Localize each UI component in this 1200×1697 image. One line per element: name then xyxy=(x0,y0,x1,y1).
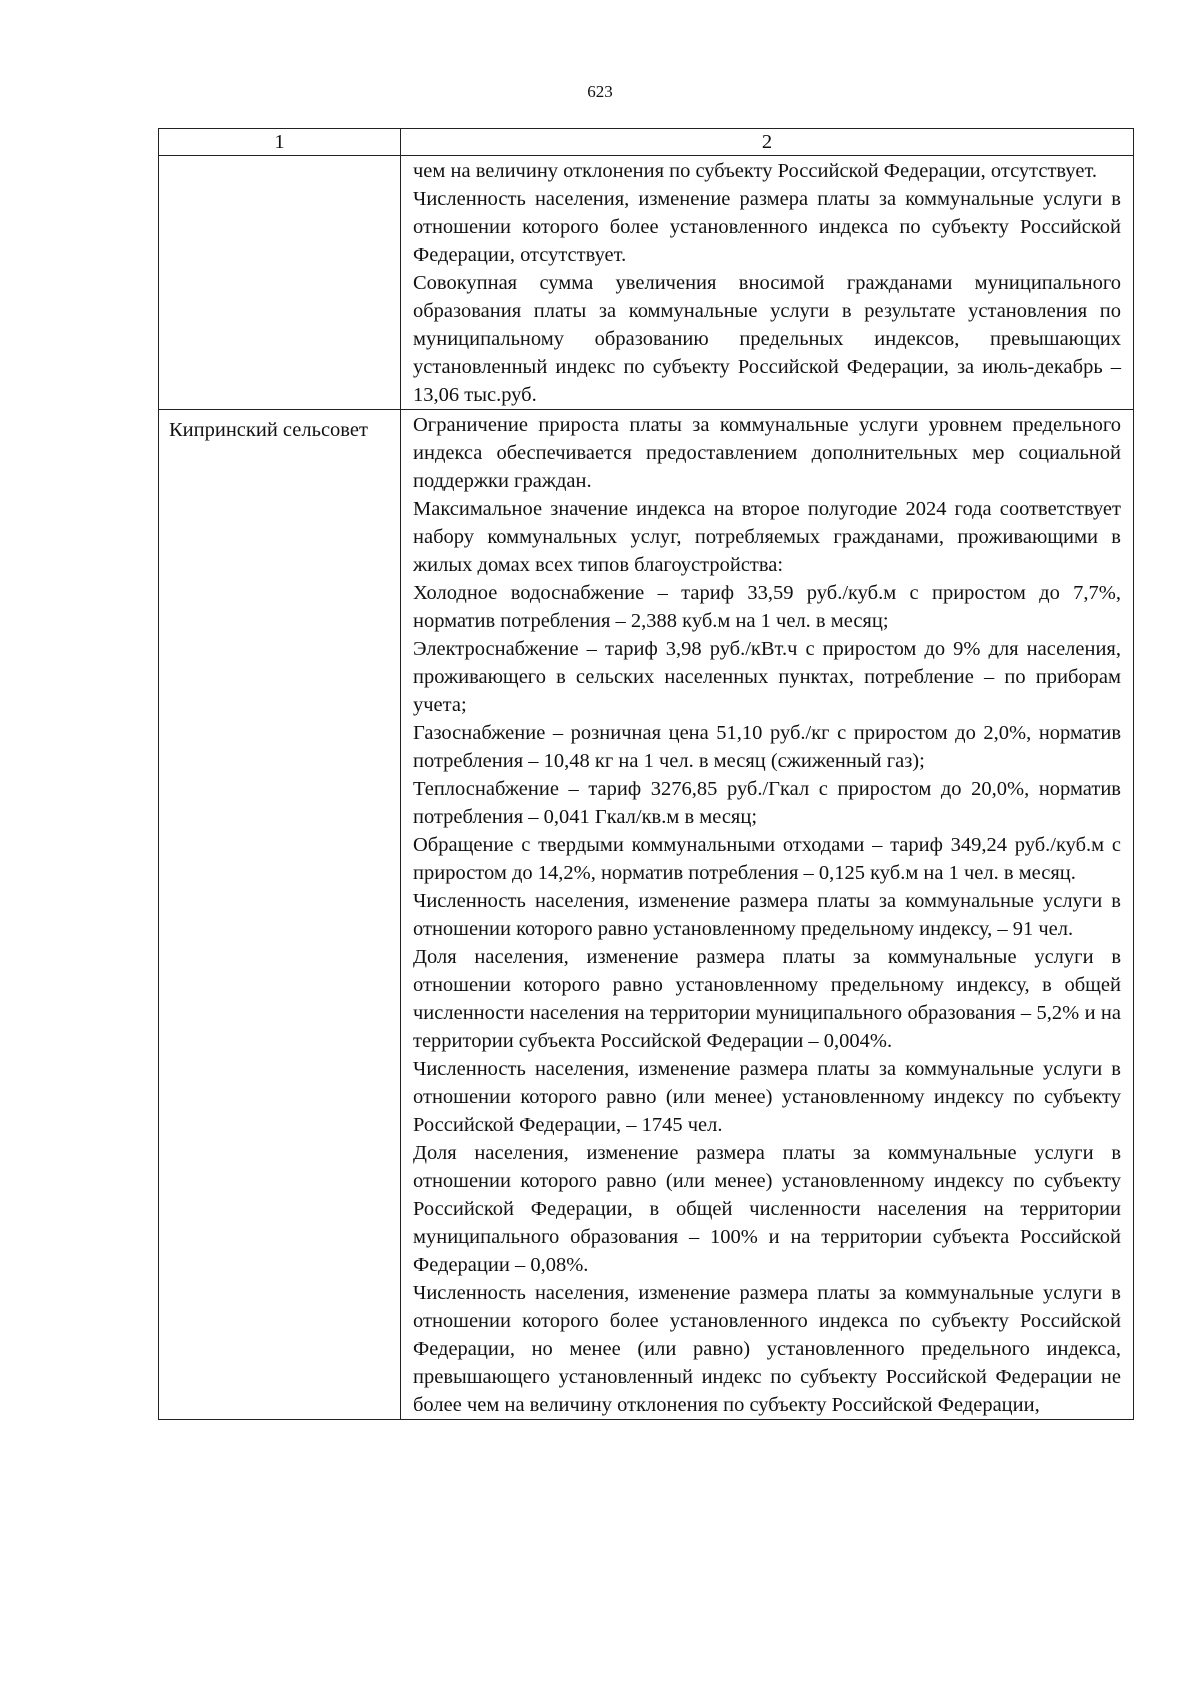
table-row xyxy=(159,156,1134,410)
paragraph: Численность населения, изменение размера платы за коммунальные услуги в отношении которого более установленного индекса по субъекту Российской Федерации, отсутствует. xyxy=(413,188,1121,266)
paragraph: чем на величину отклонения по субъекту Российской Федерации, отсутствует. xyxy=(413,160,1098,182)
description-cell xyxy=(401,410,1134,1420)
paragraph: Доля населения, изменение размера платы за коммунальные услуги в отношении которого равно (или менее) установленному индексу по субъекту Российской Федерации, в общей численности населения на территории муниципального образования – 100% и на территории субъекта Российской Федерации – 0,08%. xyxy=(413,1142,1121,1276)
paragraph: Газоснабжение – розничная цена 51,10 руб./кг с приростом до 2,0%, норматив потребления – 10,48 кг на 1 чел. в месяц (сжиженный газ); xyxy=(413,722,1121,772)
description-cell xyxy=(401,156,1134,410)
paragraph: Численность населения, изменение размера платы за коммунальные услуги в отношении которого равно установленному предельному индексу, – 91 чел. xyxy=(413,890,1121,940)
paragraph: Численность населения, изменение размера платы за коммунальные услуги в отношении которого равно (или менее) установленному индексу по субъекту Российской Федерации, – 1745 чел. xyxy=(413,1058,1121,1136)
paragraph: Электроснабжение – тариф 3,98 руб./кВт.ч с приростом до 9% для населения, проживающего в сельских населенных пунктах, потребление – по приборам учета; xyxy=(413,638,1121,716)
paragraph: Теплоснабжение – тариф 3276,85 руб./Гкал с приростом до 20,0%, норматив потребления – 0,041 Гкал/кв.м в месяц; xyxy=(413,778,1121,828)
paragraph: Обращение с твердыми коммунальными отходами – тариф 349,24 руб./куб.м с приростом до 14,2%, норматив потребления – 0,125 куб.м на 1 чел. в месяц. xyxy=(413,834,1121,884)
paragraph: Максимальное значение индекса на второе полугодие 2024 года соответствует набору коммунальных услуг, потребляемых гражданами, проживающими в жилых домах всех типов благоустройства: xyxy=(413,498,1121,576)
paragraph: Численность населения, изменение размера платы за коммунальные услуги в отношении которого более установленного индекса по субъекту Российской Федерации, но менее (или равно) установленного предельного индекса, превышающего установленный индекс по субъекту Российской Федерации не более чем на величину отклонения по субъекту Российской Федерации, xyxy=(413,1282,1121,1416)
paragraph: Совокупная сумма увеличения вносимой гражданами муниципального образования платы за коммунальные услуги в результате установления по муниципальному образованию предельных индексов, превышающих установленный индекс по субъекту Российской Федерации, за июль-декабрь – 13,06 тыс.руб. xyxy=(413,272,1121,406)
column-header-1: 1 xyxy=(159,129,401,156)
data-table xyxy=(158,128,1134,1420)
page-number: 623 xyxy=(587,82,613,101)
municipality-name-cell xyxy=(159,156,401,410)
paragraph: Ограничение прироста платы за коммунальные услуги уровнем предельного индекса обеспечивается предоставлением дополнительных мер социальной поддержки граждан. xyxy=(413,414,1121,492)
municipality-name-cell: Кипринский сельсовет xyxy=(159,410,401,1420)
table-header-row xyxy=(159,129,1134,156)
table-row xyxy=(159,410,1134,1420)
paragraph: Доля населения, изменение размера платы за коммунальные услуги в отношении которого равно установленному предельному индексу, в общей численности населения на территории муниципального образования – 5,2% и на территории субъекта Российской Федерации – 0,004%. xyxy=(413,946,1121,1052)
paragraph: Холодное водоснабжение – тариф 33,59 руб./куб.м с приростом до 7,7%, норматив потребления – 2,388 куб.м на 1 чел. в месяц; xyxy=(413,582,1121,632)
column-header-2: 2 xyxy=(401,129,1134,156)
